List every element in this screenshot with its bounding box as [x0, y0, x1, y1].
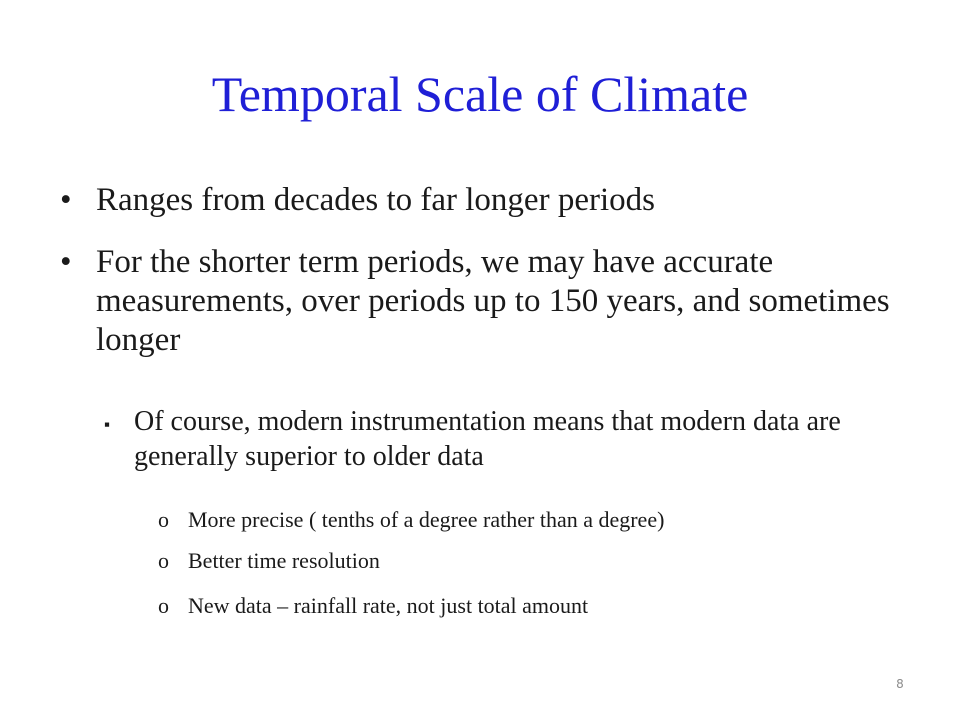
sub-sub-bullet-item — [158, 547, 908, 575]
bullet-marker: • — [60, 182, 72, 218]
sub-sub-bullet-marker: o — [158, 593, 169, 618]
slide-title: Temporal Scale of Climate — [211, 66, 749, 122]
sub-sub-bullet-item — [158, 592, 908, 620]
bullet-text: Ranges from decades to far longer periods — [96, 182, 655, 218]
bullet-item — [60, 243, 916, 360]
square-bullet-icon: ▪ — [104, 415, 111, 434]
sub-sub-bullet-text: New data – rainfall rate, not just total amount — [188, 593, 589, 618]
sub-sub-bullet-marker: o — [158, 507, 169, 532]
bullet-marker: • — [60, 244, 72, 280]
bullet-text: For the shorter term periods, we may have accurate measurements, over periods up to 150 years, and sometimes longer — [96, 244, 890, 358]
sub-sub-bullet-item — [158, 506, 908, 534]
sub-sub-bullet-text: More precise ( tenths of a degree rather than a degree) — [188, 507, 665, 532]
sub-bullet-item — [104, 404, 894, 474]
bullet-item — [60, 181, 916, 220]
sub-sub-bullet-text: Better time resolution — [188, 548, 380, 573]
sub-bullet-text: Of course, modern instrumentation means that modern data are generally superior to older data — [134, 406, 841, 472]
sub-sub-bullet-marker: o — [158, 548, 169, 573]
page-number: 8 — [896, 677, 904, 691]
